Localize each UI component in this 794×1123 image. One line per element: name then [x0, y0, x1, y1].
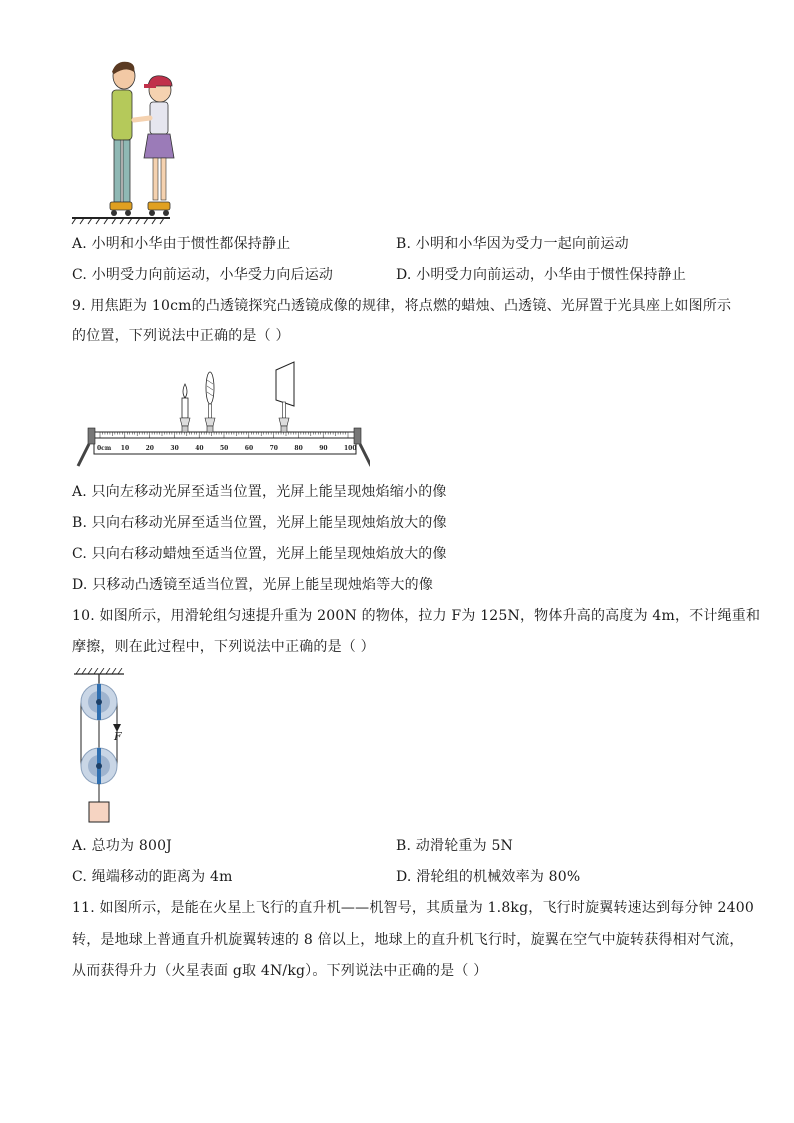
q9-option-d[interactable]: D. 只移动凸透镜至适当位置，光屏上能呈现烛焰等大的像	[72, 577, 434, 593]
pulley-figure	[70, 668, 140, 828]
ruler-label: 100	[344, 445, 357, 452]
q8-option-c[interactable]: C. 小明受力向前运动，小华受力向后运动	[72, 267, 334, 283]
ruler-label: 30	[170, 445, 179, 452]
q10-option-c[interactable]: C. 绳端移动的距离为 4m	[72, 869, 233, 885]
ruler-label: 80	[294, 445, 303, 452]
q9-stem-line2: 的位置，下列说法中正确的是（ ）	[72, 328, 290, 344]
q9-option-b[interactable]: B. 只向右移动光屏至适当位置，光屏上能呈现烛焰放大的像	[72, 515, 447, 531]
q9-option-a[interactable]: A. 只向左移动光屏至适当位置，光屏上能呈现烛焰缩小的像	[72, 484, 447, 500]
ruler-label: 90	[319, 445, 328, 452]
ruler-label: 40	[195, 445, 204, 452]
q10-option-d[interactable]: D. 滑轮组的机械效率为 80%	[396, 869, 581, 885]
q10-stem-line2: 摩擦，则在此过程中，下列说法中正确的是（ ）	[72, 639, 375, 655]
q8-option-a[interactable]: A. 小明和小华由于惯性都保持静止	[72, 236, 291, 252]
q11-stem-line3: 从而获得升力（火星表面 g取 4N/kg）。下列说法中正确的是（ ）	[72, 963, 488, 979]
ruler-label: 10	[120, 445, 130, 452]
ruler-label: 0cm	[97, 445, 112, 452]
q8-option-d[interactable]: D. 小明受力向前运动，小华由于惯性保持静止	[396, 267, 687, 283]
ruler-label: 70	[269, 445, 278, 452]
q10-stem-line1: 10. 如图所示，用滑轮组匀速提升重为 200N 的物体，拉力 F为 125N，物体升高的高度为 4m，不计绳重和	[72, 608, 761, 624]
ruler-label: 60	[244, 445, 254, 452]
q9-stem-line1: 9. 用焦距为 10cm的凸透镜探究凸透镜成像的规律，将点燃的蜡烛、凸透镜、光屏置于光具座上如图所示	[72, 298, 732, 314]
q10-option-b[interactable]: B. 动滑轮重为 5N	[396, 838, 513, 854]
q11-stem-line2: 转，是地球上普通直升机旋翼转速的 8 倍以上，地球上的直升机飞行时，旋翼在空气中旋转获得相对气流，	[72, 932, 744, 948]
q11-stem-line1: 11. 如图所示，是能在火星上飞行的直升机——机智号，其质量为 1.8kg，飞行时旋翼转速达到每分钟 2400	[72, 900, 754, 916]
ruler-label: 20	[145, 445, 154, 452]
q8-option-b[interactable]: B. 小明和小华因为受力一起向前运动	[396, 236, 629, 252]
ruler-label: 50	[220, 445, 229, 452]
q10-option-a[interactable]: A. 总功为 800J	[72, 838, 172, 854]
skaters-figure	[70, 58, 180, 226]
q9-option-c[interactable]: C. 只向右移动蜡烛至适当位置，光屏上能呈现烛焰放大的像	[72, 546, 447, 562]
optical-bench-figure	[70, 360, 370, 470]
force-label: F	[114, 730, 122, 743]
